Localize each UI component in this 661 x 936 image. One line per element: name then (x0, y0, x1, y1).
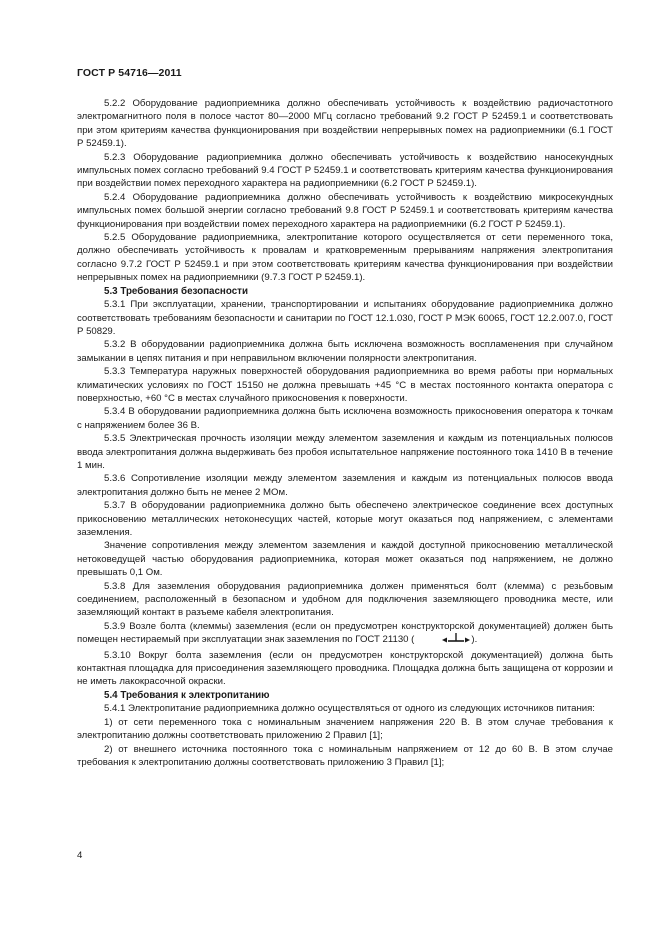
paragraph-5-2-3: 5.2.3 Оборудование радиоприемника должно обеспечивать устойчивость к воздействию наносекундных импульсных помех согласно требований 9.4 ГОСТ Р 52459.1 и соответствовать критериям качества функционирования при воздействии помех переходного характера на радиоприемники (6.2 ГОСТ Р 52459.1). (77, 151, 613, 190)
ground-sign-icon (414, 633, 471, 648)
paragraph-5-3-3: 5.3.3 Температура наружных поверхностей оборудования радиоприемника во время работы при нормальных климатических условиях по ГОСТ 15150 не должна превышать +45 °С в местах постоянного контакта оператора с поверхностью, +60 °С в местах случайного прикосновения к поверхности. (77, 366, 613, 404)
document-body (77, 97, 613, 769)
paragraph-5-2-4: 5.2.4 Оборудование радиоприемника должно обеспечивать устойчивость к воздействию микросекундных импульсных помех большой энергии согласно требований 9.8 ГОСТ Р 52459.1 и соответствовать критериям качества функционирования при воздействии помех переходного характера на радиоприемники (6.2 ГОСТ Р 52459.1). (77, 191, 613, 230)
paragraph-5-3-7-continued: Значение сопротивления между элементом заземления и каждой доступной прикосновению металлической нетоковедущей частью оборудования радиоприемника, которая может оказаться под напряжением, не должно превышать 0,1 Ом. (77, 540, 613, 579)
paragraph-5-3-9-text: 5.3.9 Возле болта (клеммы) заземления (если он предусмотрен конструкторской документацией) должен быть помещен нестираемый при эксплуатации знак заземления по ГОСТ 21130 ( (77, 620, 613, 646)
paragraph-5-3-7: 5.3.7 В оборудовании радиоприемника должно быть обеспечено электрическое соединение всех доступных прикосновению металлических нетоконесущих частей, которые могут оказаться под напряжением, с элементами заземления. (77, 500, 613, 538)
list-item-5-4-1-2: 2) от внешнего источника постоянного тока с номинальным напряжением от 12 до 60 В. В этом случае требования к электропитанию должны соответствовать приложению 3 Правил [1]; (77, 743, 613, 768)
section-heading-5-4: 5.4 Требования к электропитанию (104, 689, 270, 701)
paragraph-5-2-5: 5.2.5 Оборудование радиоприемника, электропитание которого осуществляется от сети переменного тока, должно обеспечивать устойчивость к провалам и кратковременным прерываниям напряжения электропитания согласно 9.7.2 ГОСТ Р 52459.1 и при этом соответствовать критериям качества функционирования при воздействии непрерывных помех на радиоприемники (9.7.3 ГОСТ Р 52459.1). (77, 232, 613, 284)
document-header: ГОСТ Р 54716—2011 (77, 67, 182, 79)
list-item-5-4-1-1: 1) от сети переменного тока с номинальным значением напряжения 220 В. В этом случае требования к электропитанию должны соответствовать приложению 2 Правил [1]; (77, 716, 613, 742)
paragraph-5-3-4: 5.3.4 В оборудовании радиоприемника должна быть исключена возможность прикосновения оператора к точкам с напряжением более 36 В. (77, 406, 613, 431)
paragraph-5-3-6: 5.3.6 Сопротивление изоляции между элементом заземления и каждым из потенциальных полюсов ввода электропитания должно быть не менее 2 МОм. (77, 473, 613, 498)
paragraph-5-3-9-end: ). (471, 634, 478, 646)
section-heading-5-3: 5.3 Требования безопасности (104, 285, 248, 297)
paragraph-5-3-9 (77, 620, 613, 649)
paragraph-5-3-1: 5.3.1 При эксплуатации, хранении, транспортировании и испытаниях оборудование радиоприемника должно соответствовать требованиям безопасности и санитарии по ГОСТ 12.1.030, ГОСТ Р МЭК 60065, ГОСТ 12.2.007.0, ГОСТ Р 50829. (77, 299, 613, 337)
paragraph-5-3-10: 5.3.10 Вокруг болта заземления (если он предусмотрен конструкторской документацией) должна быть контактная площадка для присоединения заземляющего проводника. Площадка должна быть защищена от коррозии и не иметь лакокрасочной окраски. (77, 649, 613, 688)
paragraph-5-3-8: 5.3.8 Для заземления оборудования радиоприемника должен применяться болт (клемма) с резьбовым соединением, расположенный в безопасном и удобном для подключения заземляющего проводника месте, или заземляющий контакт в разъеме кабеля электропитания. (77, 580, 613, 619)
paragraph-5-3-2: 5.3.2 В оборудовании радиоприемника должна быть исключена возможность воспламенения при случайном замыкании в цепях питания и при неправильном включении полярности электропитания. (77, 339, 613, 364)
page-number: 4 (77, 850, 83, 861)
paragraph-5-4-1: 5.4.1 Электропитание радиоприемника должно осуществляться от одного из следующих источников питания: (104, 703, 595, 715)
paragraph-5-3-5: 5.3.5 Электрическая прочность изоляции между элементом заземления и каждым из потенциальных полюсов ввода электропитания должна выдерживать без пробоя испытательное напряжение постоянного тока 1410 В в течение 1 мин. (77, 433, 613, 471)
paragraph-5-2-2: 5.2.2 Оборудование радиоприемника должно обеспечивать устойчивость к воздействию радиочастотного электромагнитного поля в полосе частот 80—2000 МГц согласно требований 9.2 ГОСТ Р 52459.1 и соответствовать при этом критериям качества функционирования при воздействии непрерывных помех на радиоприемники (6.1 ГОСТ Р 52459.1). (77, 98, 613, 150)
